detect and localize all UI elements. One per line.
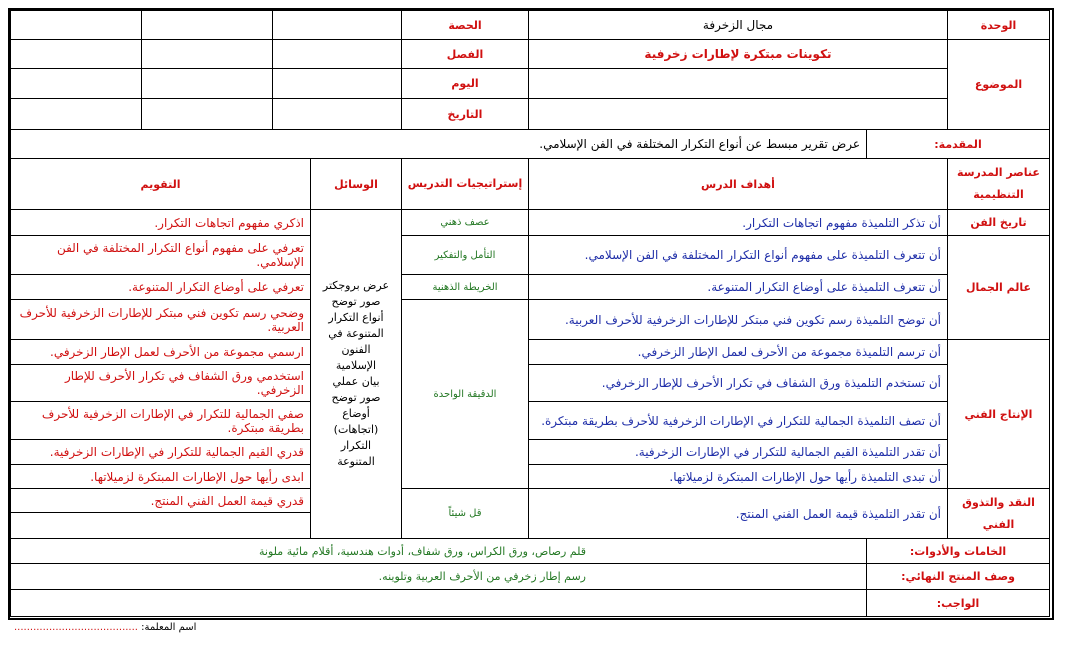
materials-value: قلم رصاص، ورق الكراس، ورق شفاف، أدوات هندسية، أقلام مائية ملونة xyxy=(10,538,867,564)
objective-item: أن تتعرف التلميذة على أوضاع التكرار المتنوعة. xyxy=(528,274,948,300)
intro-text: عرض تقرير مبسط عن أنواع التكرار المختلفة في الفن الإسلامي. xyxy=(10,129,867,159)
unit-value: مجال الزخرفة xyxy=(528,10,948,40)
means-line: بيان عملي xyxy=(332,375,380,388)
date-value-cell-3[interactable] xyxy=(10,98,142,130)
evaluation-item: قدري قيمة العمل الفني المنتج. xyxy=(10,488,311,513)
col-header-objectives: أهداف الدرس xyxy=(528,158,948,210)
means-line: صور توضح xyxy=(331,391,381,404)
day-value-cell-2[interactable] xyxy=(141,68,273,99)
evaluation-item: ارسمي مجموعة من الأحرف لعمل الإطار الزخرفي. xyxy=(10,339,311,365)
means-line: الفنون xyxy=(341,343,371,356)
evaluation-item: تعرفي على أوضاع التكرار المتنوعة. xyxy=(10,274,311,300)
final-product-label: وصف المنتج النهائي: xyxy=(866,563,1050,590)
day-label: اليوم xyxy=(401,68,529,99)
means-line: أوضاع xyxy=(342,407,370,420)
strategy-item: الخريطة الذهنية xyxy=(401,274,529,300)
objective-item: أن تستخدم التلميذة ورق الشفاف في تكرار الأحرف للإطار الزخرفي. xyxy=(528,364,948,402)
homework-value[interactable] xyxy=(10,589,867,617)
day-value-cell[interactable] xyxy=(272,68,402,99)
means-line: المتنوعة في xyxy=(328,327,384,340)
class-value-cell-2[interactable] xyxy=(141,10,273,40)
chapter-value-cell-3[interactable] xyxy=(10,39,142,69)
date-value-cell[interactable] xyxy=(272,98,402,130)
class-value-cell-3[interactable] xyxy=(10,10,142,40)
means-cell xyxy=(310,209,402,539)
section-production: الإنتاج الفني xyxy=(947,339,1050,489)
means-line: المتنوعة xyxy=(337,455,375,468)
col-header-elements: عناصر المدرسة التنظيمية xyxy=(947,158,1050,210)
objective-item: أن تقدر التلميذة القيم الجمالية للتكرار في الإطارات الزخرفية. xyxy=(528,439,948,465)
objective-item: أن تذكر التلميذة مفهوم اتجاهات التكرار. xyxy=(528,209,948,236)
date-label: التاريخ xyxy=(401,98,529,130)
means-line: الإسلامية xyxy=(335,359,377,372)
means-line: (اتجاهات) xyxy=(333,423,379,436)
col-header-evaluation: التقويم xyxy=(10,158,311,210)
means-line: التكرار xyxy=(340,439,372,452)
class-label: الحصة xyxy=(401,10,529,40)
evaluation-item: ابدى رأيها حول الإطارات المبتكرة لزميلاتها. xyxy=(10,464,311,489)
chapter-value-cell-2[interactable] xyxy=(141,39,273,69)
objective-item: أن توضح التلميذة رسم تكوين فني مبتكر للإطارات الزخرفية للأحرف العربية. xyxy=(528,299,948,340)
col-header-means: الوسائل xyxy=(310,158,402,210)
col-header-strategies: إستراتيجيات التدريس xyxy=(401,158,529,210)
evaluation-empty-cell xyxy=(10,512,311,539)
day-value-cell-3[interactable] xyxy=(10,68,142,99)
strategy-item: عصف ذهني xyxy=(401,209,529,236)
topic-empty-row-2 xyxy=(528,98,948,130)
section-aesthetics: عالم الجمال xyxy=(947,235,1050,340)
chapter-value-cell[interactable] xyxy=(272,39,402,69)
final-product-value: رسم إطار زخرفي من الأحرف العربية وتلوينه. xyxy=(10,563,867,590)
means-line: عرض بروجكتر xyxy=(322,279,390,292)
objective-item: أن ترسم التلميذة مجموعة من الأحرف لعمل الإطار الزخرفي. xyxy=(528,339,948,365)
topic-value: تكوينات مبتكرة لإطارات زخرفية xyxy=(528,39,948,69)
section-history: تاريخ الفن xyxy=(947,209,1050,236)
teacher-name-field[interactable]: ....................................... xyxy=(14,622,138,633)
class-value-cell[interactable] xyxy=(272,10,402,40)
evaluation-item: صفي الجمالية للتكرار في الإطارات الزخرفية للأحرف بطريقة مبتكرة. xyxy=(10,401,311,440)
materials-label: الخامات والأدوات: xyxy=(866,538,1050,564)
means-line: صور توضح xyxy=(331,295,381,308)
strategy-item: قل شيئاً xyxy=(401,488,529,539)
section-critique: النقد والتذوق الفني xyxy=(947,488,1050,539)
strategy-item: الدقيقة الواحدة xyxy=(401,299,529,489)
topic-empty-row-1 xyxy=(528,68,948,99)
strategy-item: التأمل والتفكير xyxy=(401,235,529,275)
homework-label: الواجب: xyxy=(866,589,1050,617)
objective-item: أن تقدر التلميذة قيمة العمل الفني المنتج. xyxy=(528,488,948,539)
objective-item: أن تبدى التلميذة رأيها حول الإطارات المبتكرة لزميلاتها. xyxy=(528,464,948,489)
topic-label: الموضوع xyxy=(947,39,1050,130)
means-line: أنواع التكرار xyxy=(328,311,384,324)
objective-item: أن تصف التلميذة الجمالية للتكرار في الإطارات الزخرفية للأحرف بطريقة مبتكرة. xyxy=(528,401,948,440)
evaluation-item: وضحي رسم تكوين فني مبتكر للإطارات الزخرفية للأحرف العربية. xyxy=(10,299,311,340)
intro-label: المقدمة: xyxy=(866,129,1050,159)
unit-label: الوحدة xyxy=(947,10,1050,40)
teacher-name-line xyxy=(14,622,196,633)
teacher-label: اسم المعلمة: xyxy=(141,622,197,633)
objective-item: أن تتعرف التلميذة على مفهوم أنواع التكرار المختلفة في الفن الإسلامي. xyxy=(528,235,948,275)
evaluation-item: قدري القيم الجمالية للتكرار في الإطارات الزخرفية. xyxy=(10,439,311,465)
evaluation-item: استخدمي ورق الشفاف في تكرار الأحرف للإطار الزخرفي. xyxy=(10,364,311,402)
chapter-label: الفصل xyxy=(401,39,529,69)
evaluation-item: اذكري مفهوم اتجاهات التكرار. xyxy=(10,209,311,236)
evaluation-item: تعرفي على مفهوم أنواع التكرار المختلفة في الفن الإسلامي. xyxy=(10,235,311,275)
date-value-cell-2[interactable] xyxy=(141,98,273,130)
